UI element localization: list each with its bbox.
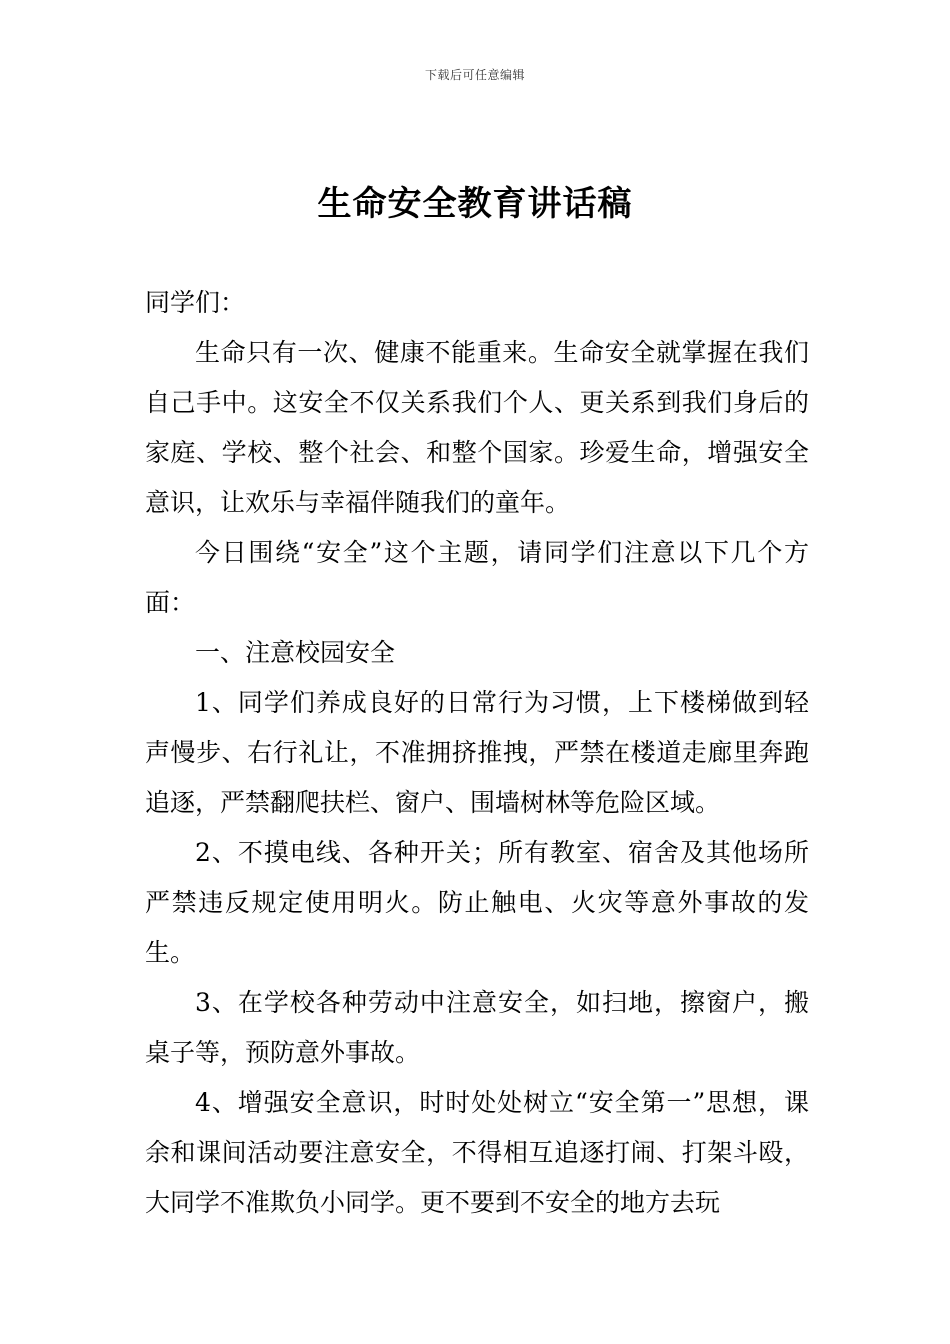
document-title: 生命安全教育讲话稿 [317,184,633,224]
salutation: 同学们： [145,288,246,317]
paragraph-item-2: 2、不摸电线、各种开关；所有教室、宿舍及其他场所严禁违反规定使用明火。防止触电、火灾等意外事故的发生。 [145,838,809,967]
paragraph-item-4: 4、增强安全意识，时时处处树立“安全第一”思想，课余和课间活动要注意安全，不得相互追逐打闹、打架斗殴，大同学不准欺负小同学。更不要到不安全的地方去玩 [145,1088,809,1217]
section-heading-campus-safety: 一、注意校园安全 [195,638,396,667]
paragraph-item-1: 1、同学们养成良好的日常行为习惯，上下楼梯做到轻声慢步、右行礼让，不准拥挤推拽，严禁在楼道走廊里奔跑追逐，严禁翻爬扶栏、窗户、围墙树林等危险区域。 [145,688,809,817]
document-body [145,278,809,1228]
paragraph-topic: 今日围绕“安全”这个主题，请同学们注意以下几个方面： [145,538,809,617]
paragraph-intro: 生命只有一次、健康不能重来。生命安全就掌握在我们自己手中。这安全不仅关系我们个人、更关系到我们身后的家庭、学校、整个社会、和整个国家。珍爱生命，增强安全意识，让欢乐与幸福伴随我们的童年。 [145,338,809,517]
paragraph-item-3: 3、在学校各种劳动中注意安全，如扫地，擦窗户，搬桌子等，预防意外事故。 [145,988,809,1067]
header-note: 下载后可任意编辑 [424,68,525,82]
